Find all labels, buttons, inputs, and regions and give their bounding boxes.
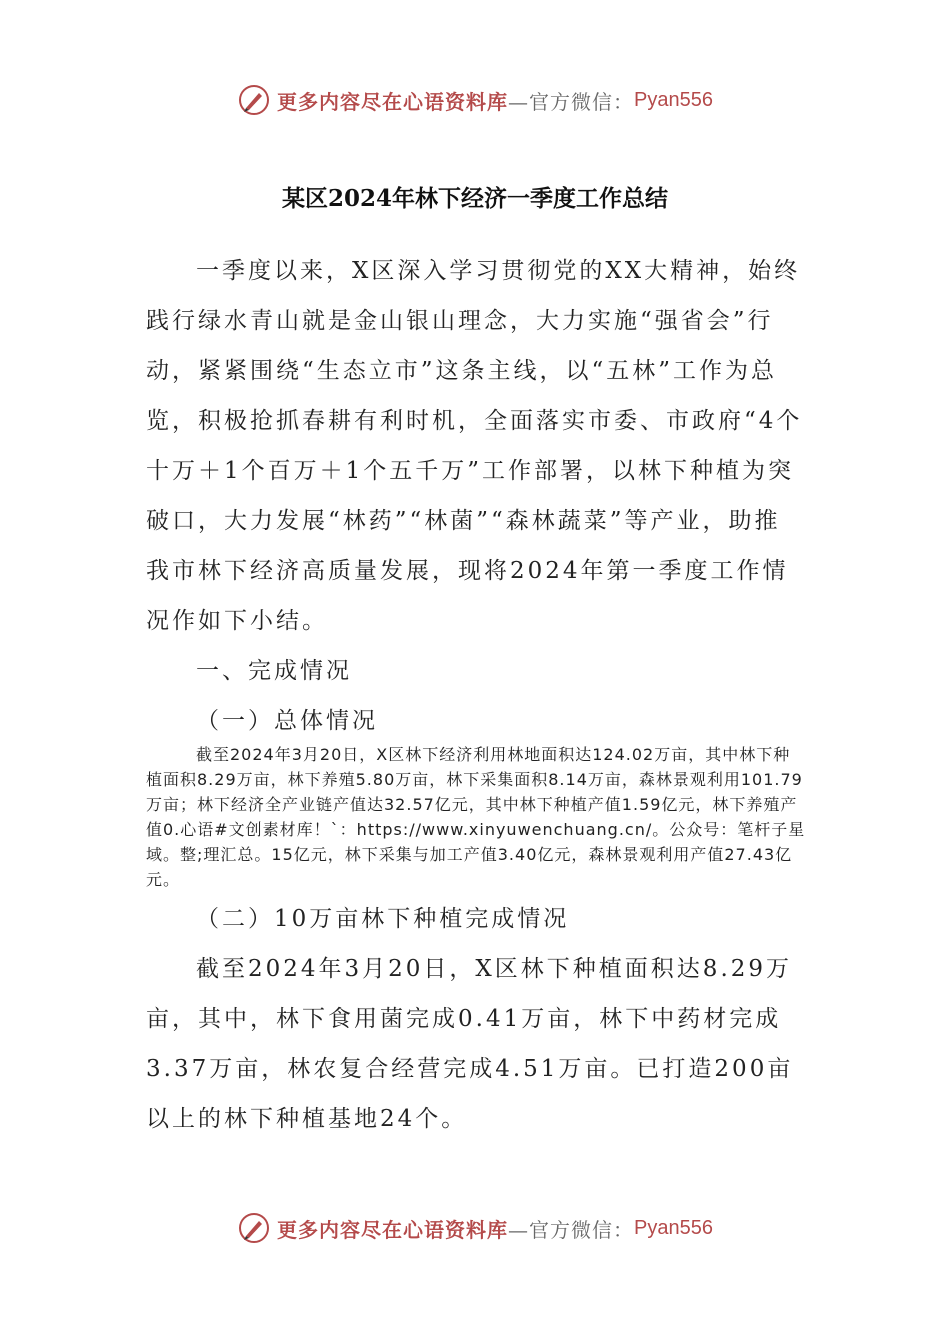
- pen-logo-icon: [237, 1211, 271, 1245]
- banner-wechat-id: Pyan556: [634, 88, 713, 111]
- intro-paragraph: 一季度以来，X区深入学习贯彻党的XX大精神，始终践行绿水青山就是金山银山理念，大力实施“强省会”行动，紧紧围绕“生态立市”这条主线，以“五林”工作为总览，积极抢抓春耕有利时机，全面落实市委、市政府“4个十万＋1个百万＋1个五千万”工作部署，以林下种植为突破口，大力发展“林药”“林菌”“森林蔬菜”等产业，助推我市林下经济高质量发展，现将2024年第一季度工作情况作如下小结。: [146, 258, 803, 634]
- subsection-overall-text: 截至2024年3月20日，X区林下经济利用林地面积达124.02万亩，其中林下种植面积8.29万亩，林下养殖5.80万亩，林下采集面积8.14万亩，森林景观利用101.79万亩；林下经济全产业链产值达32.57亿元，其中林下种植产值1.59亿元，林下养殖产值0.心语#文创素材库！`：https://www.xinyuwenchuang.cn/。公众号：笔杆子星域。整;理汇总。15亿元，林下采集与加工产值3.40亿元，森林景观利用产值27.43亿元。: [146, 745, 806, 889]
- subsection-heading-overall: （一）总体情况: [196, 708, 378, 734]
- banner-brand-text: 更多内容尽在心语资料库: [277, 1217, 509, 1242]
- header-banner: [0, 80, 950, 120]
- pen-logo-icon: [237, 83, 271, 117]
- banner-official-text: —官方微信：: [508, 89, 635, 114]
- banner-wechat-id: Pyan556: [634, 1216, 713, 1239]
- banner-brand-text: 更多内容尽在心语资料库: [277, 89, 509, 114]
- subsection-heading-planting: （二）10万亩林下种植完成情况: [196, 906, 570, 932]
- footer-banner: [0, 1208, 950, 1248]
- document-title: 某区2024年林下经济一季度工作总结: [281, 185, 668, 212]
- section-heading-completion: 一、完成情况: [196, 658, 352, 684]
- banner-official-text: —官方微信：: [508, 1217, 635, 1242]
- subsection-planting-text: 截至2024年3月20日，X区林下种植面积达8.29万亩，其中，林下食用菌完成0.41万亩，林下中药材完成3.37万亩，林农复合经营完成4.51万亩。已打造200亩以上的林下种植基地24个。: [146, 956, 794, 1132]
